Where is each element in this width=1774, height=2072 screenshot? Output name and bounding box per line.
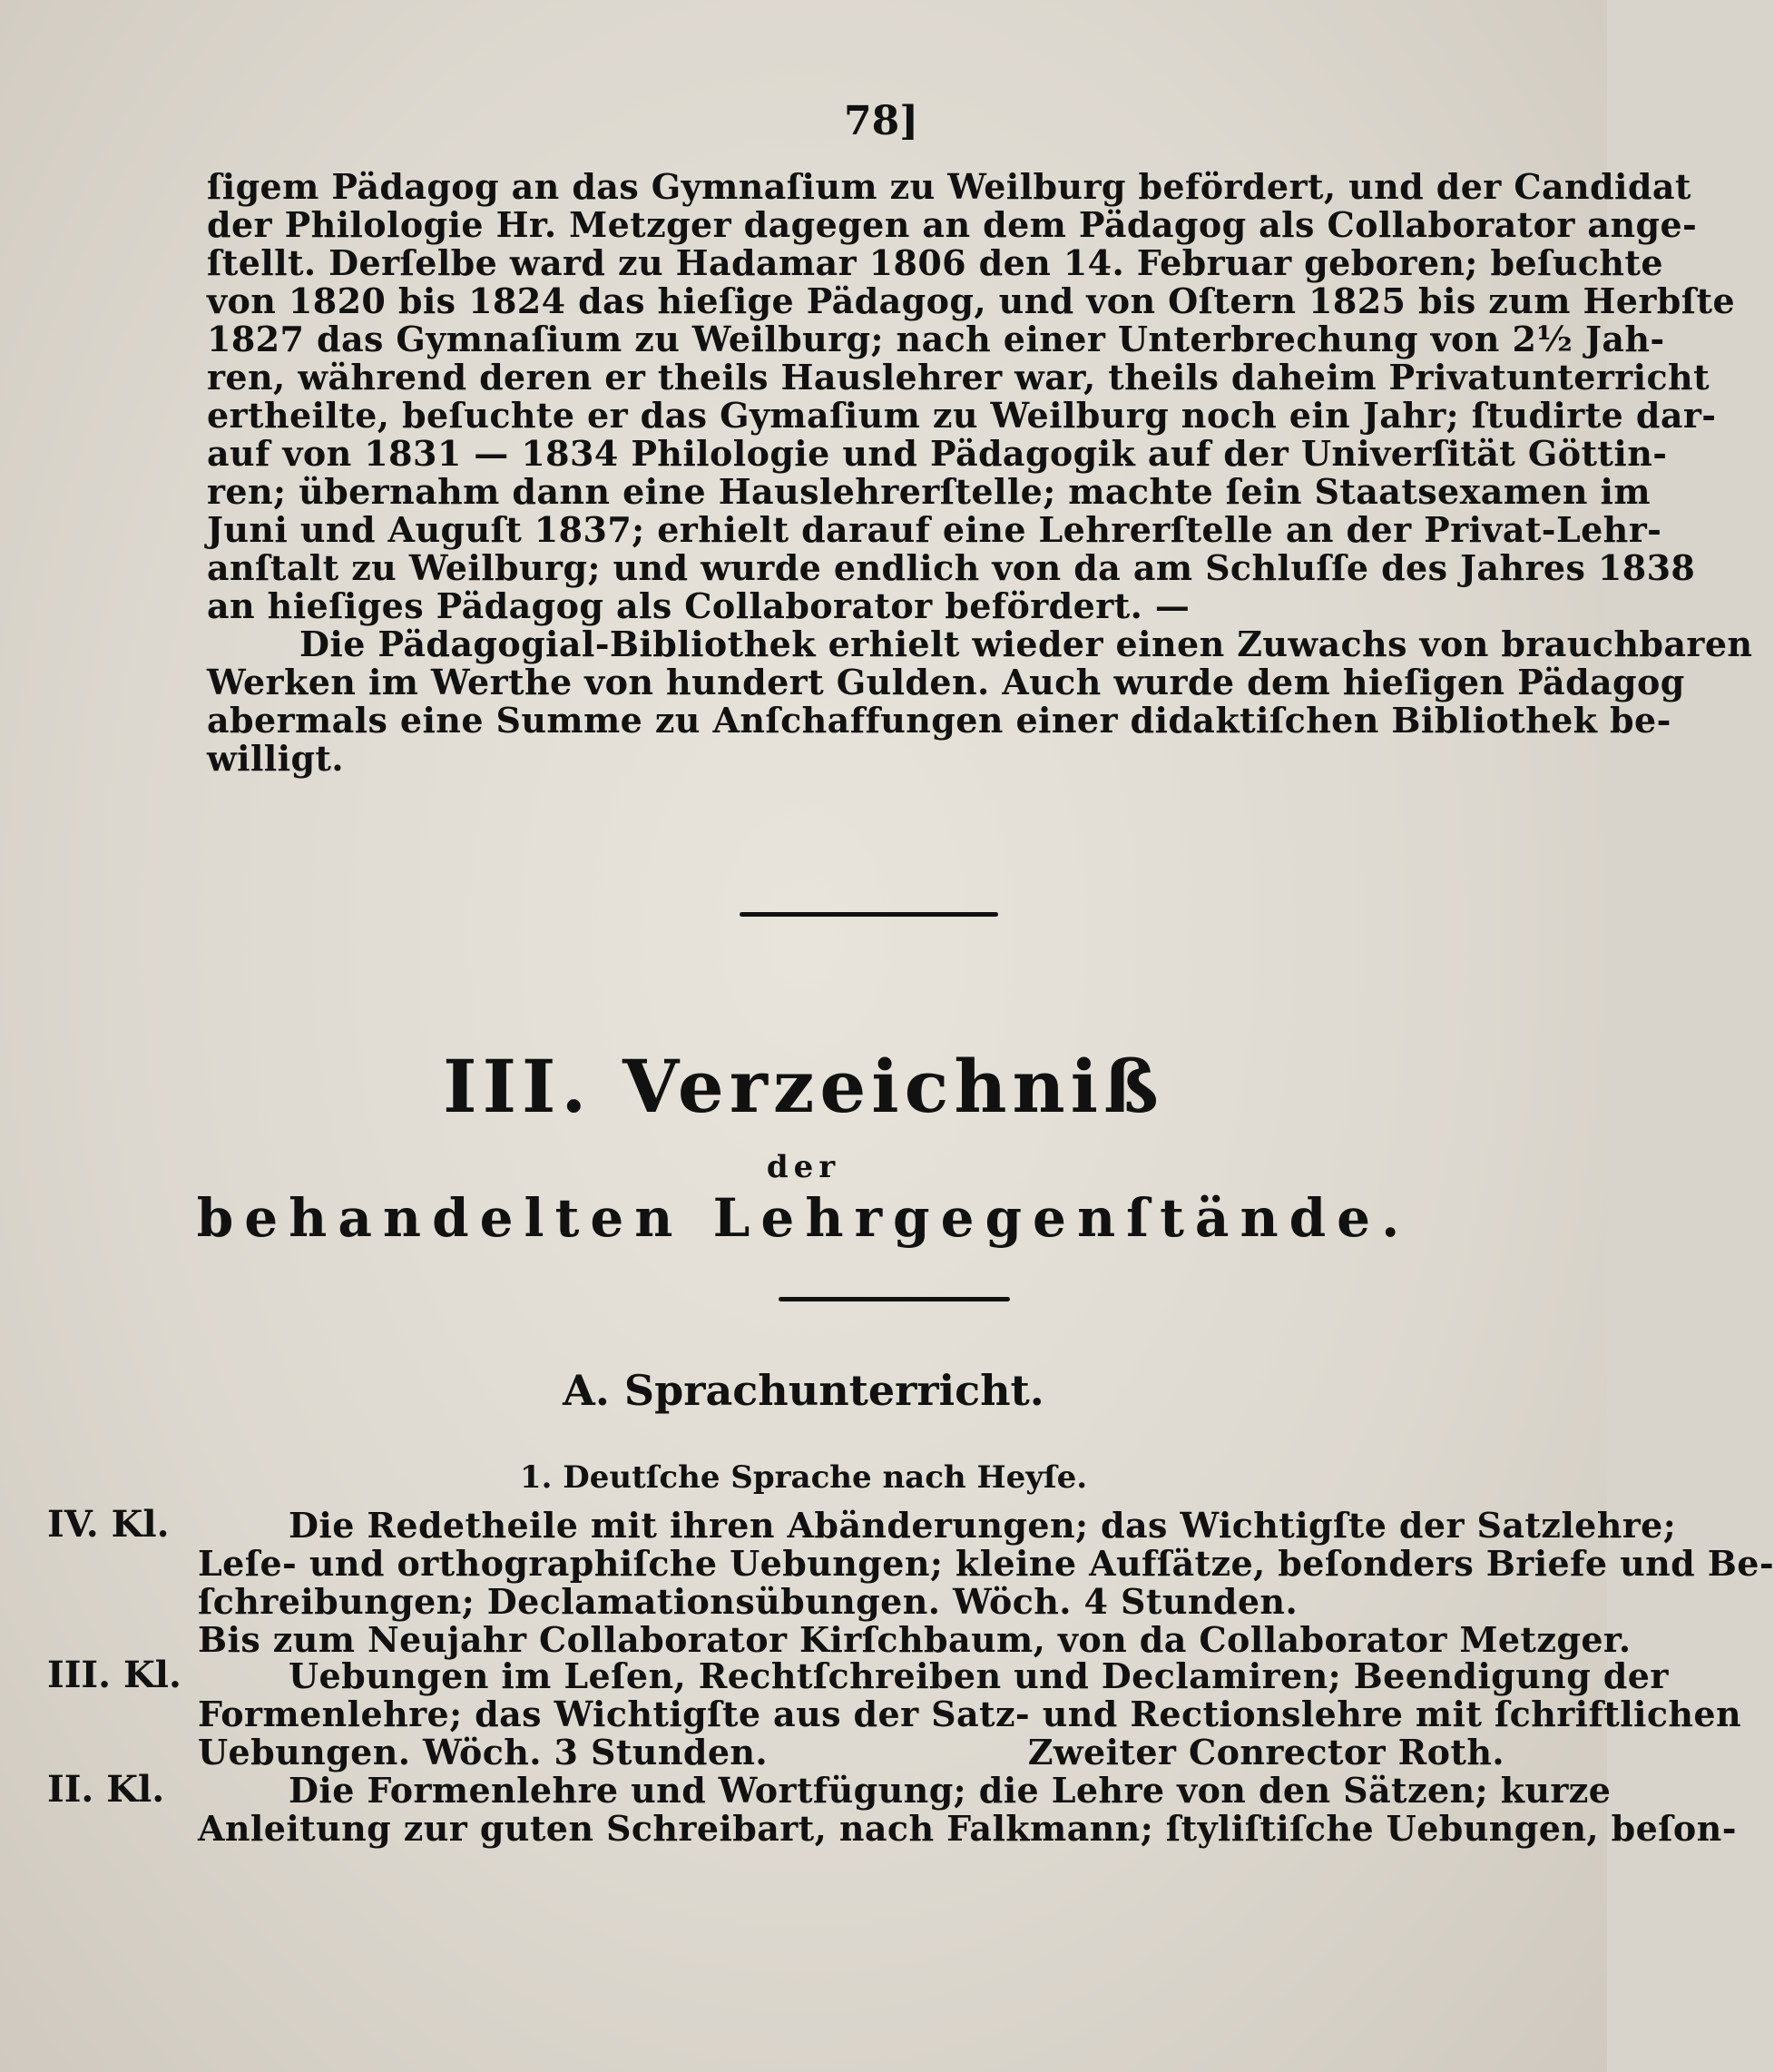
text-line: von 1820 bis 1824 das hieſige Pädagog, und von Oſtern 1825 bis zum Herbſte <box>207 280 1736 321</box>
text-line: auf von 1831 — 1834 Philologie und Pädagogik auf der Univerſität Göttin- <box>207 433 1668 474</box>
lesson-block <box>198 1770 1737 1849</box>
text-line: ſigem Pädagog an das Gymnaſium zu Weilburg befördert, und der Candidat <box>207 166 1691 207</box>
text-line: Leſe- und orthographiſche Uebungen; kleine Aufſätze, beſonders Briefe und Be- <box>198 1543 1774 1584</box>
text-line: Werken im Werthe von hundert Gulden. Auch wurde dem hieſigen Pädagog <box>207 662 1685 702</box>
text-line <box>198 1733 1541 1772</box>
class-label: IV. Kl. <box>47 1503 170 1546</box>
text-line: Die Redetheile mit ihren Abänderungen; das Wichtigſte der Satzlehre; <box>289 1505 1677 1546</box>
lesson-text: Uebungen. Wöch. 3 Stunden. <box>198 1732 769 1772</box>
text-line: Formenlehre; das Wichtigſte aus der Satz- und Rectionslehre mit ſchriftlichen <box>198 1694 1742 1734</box>
text-line: anſtalt zu Weilburg; und wurde endlich von da am Schluſſe des Jahres 1838 <box>207 547 1696 588</box>
chapter-heading: III. Verzeichniß <box>443 1044 1164 1129</box>
heading-connector: der <box>766 1149 841 1185</box>
class-label: III. Kl. <box>47 1654 181 1696</box>
text-line: ſtellt. Derſelbe ward zu Hadamar 1806 den 14. Februar geboren; beſuchte <box>207 242 1663 283</box>
text-line: Bis zum Neujahr Collaborator Kirſchbaum, von da Collaborator Metzger. <box>198 1619 1632 1660</box>
text-line: 1827 das Gymnaſium zu Weilburg; nach einer Unterbrechung von 2½ Jah- <box>207 319 1665 359</box>
page-number: 78] <box>844 98 919 144</box>
text-line: ertheilte, beſuchte er das Gymaſium zu Weilburg noch ein Jahr; ſtudirte dar- <box>207 395 1717 436</box>
chapter-subheading: behandelten Lehrgegenſtände. <box>196 1187 1411 1249</box>
text-line: der Philologie Hr. Metzger dagegen an dem Pädagog als Collaborator ange- <box>207 204 1698 245</box>
lesson-block <box>198 1655 1742 1772</box>
text-line: Die Formenlehre und Wortfügung; die Lehre von den Sätzen; kurze <box>289 1770 1612 1811</box>
teacher-name: Zweiter Conrector Roth. <box>1027 1732 1504 1772</box>
lesson-block <box>198 1505 1774 1660</box>
section-heading: A. Sprachunterricht. <box>563 1366 1044 1415</box>
text-line: willigt. <box>207 738 345 779</box>
class-label: II. Kl. <box>47 1768 165 1811</box>
body-paragraph <box>207 166 1753 779</box>
separator-rule <box>740 912 998 917</box>
text-line: Anleitung zur guten Schreibart, nach Falkmann; ſtyliſtiſche Uebungen, beſon- <box>198 1808 1737 1849</box>
text-line: ren, während deren er theils Hauslehrer war, theils daheim Privatunterricht <box>207 357 1710 398</box>
text-line: Die Pädagogial-Bibliothek erhielt wieder einen Zuwachs von brauchbaren <box>299 624 1753 664</box>
text-line: abermals eine Summe zu Anſchaffungen einer didaktiſchen Bibliothek be- <box>207 700 1671 741</box>
subsection-heading: 1. Deutſche Sprache nach Heyſe. <box>519 1459 1088 1496</box>
text-line: an hieſiges Pädagog als Collaborator befördert. — <box>207 585 1191 626</box>
text-line: Uebungen im Leſen, Rechtſchreiben und Declamiren; Beendigung der <box>289 1655 1669 1696</box>
text-line: Juni und Auguſt 1837; erhielt darauf eine Lehrerſtelle an der Privat-Lehr- <box>207 509 1662 550</box>
text-line: ſchreibungen; Declamationsübungen. Wöch. 4 Stunden. <box>198 1581 1299 1622</box>
separator-rule <box>779 1297 1010 1301</box>
text-line: ren; übernahm dann eine Hauslehrerſtelle; machte ſein Staatsexamen im <box>207 471 1651 512</box>
